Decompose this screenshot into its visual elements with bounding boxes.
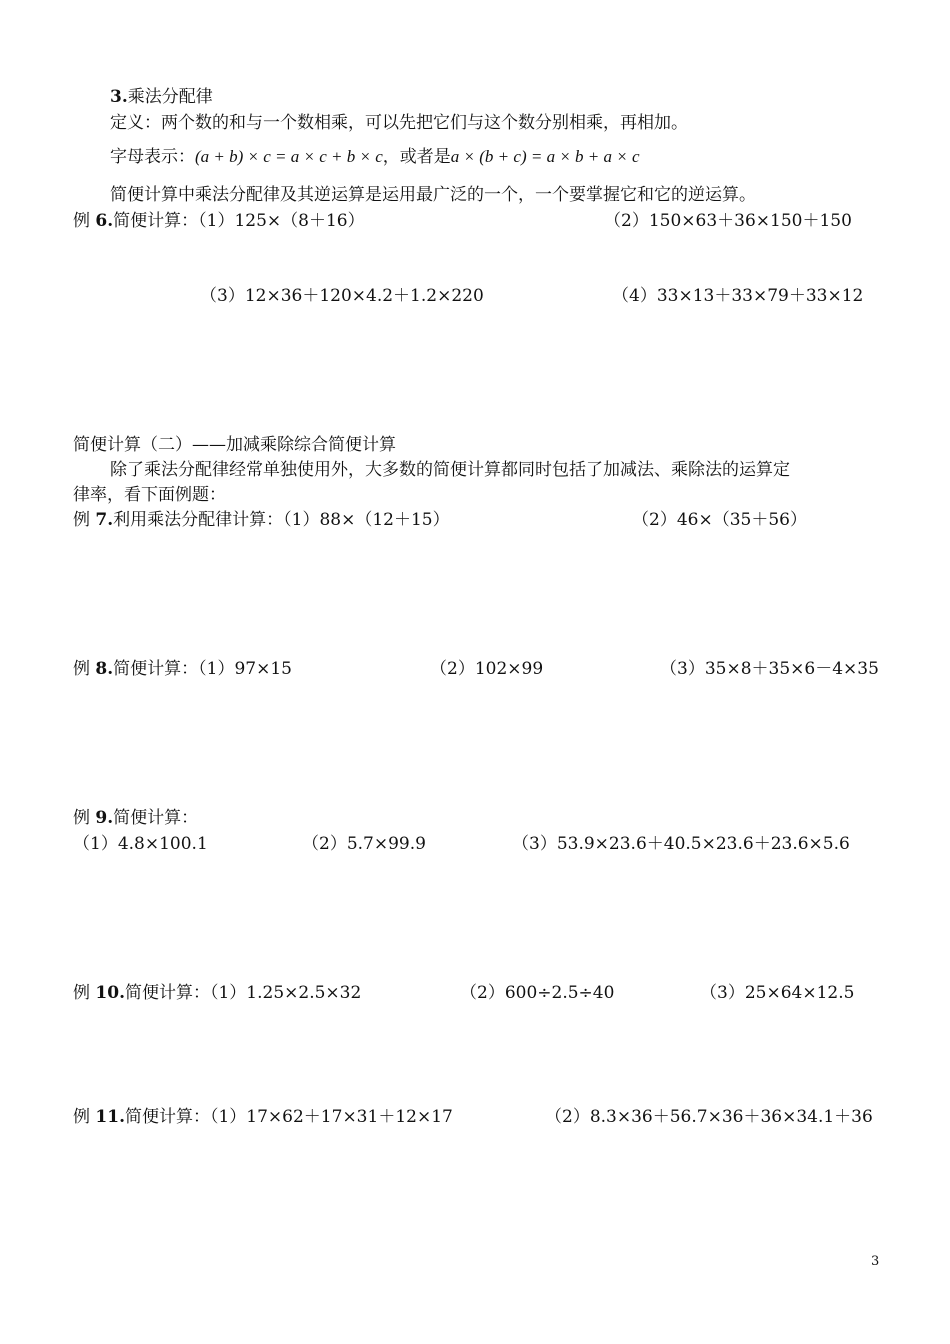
example-prefix: 例 xyxy=(73,659,90,679)
formula-distributive: (a + b) × c = a × c + b × c xyxy=(195,147,383,166)
example-6-heading xyxy=(73,210,365,232)
definition-text: 定义：两个数的和与一个数相乘，可以先把它们与这个数分别相乘，再相加。 xyxy=(110,113,688,133)
example-10-question-2: （2）600÷2.5÷40 xyxy=(460,983,615,1003)
example-9-question-1: （1）4.8×100.1 xyxy=(73,834,208,854)
example-6-question-2: （2）150×63＋36×150＋150 xyxy=(604,211,852,231)
example-6-question-4: （4）33×13＋33×79＋33×12 xyxy=(612,286,864,306)
section-number: 3. xyxy=(110,87,128,107)
question-1: （1）125×（8＋16） xyxy=(198,211,365,231)
section-title: 乘法分配律 xyxy=(127,87,213,107)
page-number: 3 xyxy=(871,1254,880,1269)
example-10-heading xyxy=(73,982,361,1004)
example-9-question-2: （2）5.7×99.9 xyxy=(302,834,426,854)
example-number: 11. xyxy=(95,1107,125,1127)
letter-representation xyxy=(110,146,640,168)
example-label: 简便计算： xyxy=(113,808,199,828)
example-8-heading xyxy=(73,658,292,680)
example-11-question-2: （2）8.3×36＋56.7×36＋36×34.1＋36 xyxy=(545,1107,873,1127)
example-prefix: 例 xyxy=(73,983,90,1003)
example-prefix: 例 xyxy=(73,808,90,828)
example-prefix: 例 xyxy=(73,1107,90,1127)
question-1: （1）88×（12＋15） xyxy=(283,510,450,530)
example-8-question-3: （3）35×8＋35×6－4×35 xyxy=(660,659,879,679)
section-heading xyxy=(110,86,213,108)
example-label: 简便计算： xyxy=(113,659,199,679)
example-label: 简便计算： xyxy=(113,211,199,231)
part-2-title: 简便计算（二）——加减乘除综合简便计算 xyxy=(73,435,396,455)
example-6-question-3: （3）12×36＋120×4.2＋1.2×220 xyxy=(200,286,484,306)
example-prefix: 例 xyxy=(73,211,90,231)
example-11-heading xyxy=(73,1106,453,1128)
example-number: 9. xyxy=(95,808,114,828)
or-text: ，或者是 xyxy=(382,147,451,167)
letters-label: 字母表示： xyxy=(110,147,195,167)
part-2-intro-line-2: 律率，看下面例题： xyxy=(73,485,226,505)
example-number: 8. xyxy=(95,659,114,679)
example-7-question-2: （2）46×（35＋56） xyxy=(632,510,807,530)
example-9-heading xyxy=(73,807,198,829)
example-label: 简便计算： xyxy=(124,983,210,1003)
question-1: （1）97×15 xyxy=(198,659,292,679)
example-prefix: 例 xyxy=(73,510,90,530)
question-1: （1）1.25×2.5×32 xyxy=(209,983,362,1003)
example-10-question-3: （3）25×64×12.5 xyxy=(700,983,855,1003)
part-2-intro-line-1: 除了乘法分配律经常单独使用外，大多数的简便计算都同时包括了加减法、乘除法的运算定 xyxy=(110,460,790,480)
example-number: 6. xyxy=(95,211,114,231)
example-7-heading xyxy=(73,509,450,531)
example-8-question-2: （2）102×99 xyxy=(430,659,544,679)
note-text: 简便计算中乘法分配律及其逆运算是运用最广泛的一个，一个要掌握它和它的逆运算。 xyxy=(110,185,756,205)
example-label: 简便计算： xyxy=(124,1107,210,1127)
question-1: （1）17×62＋17×31＋12×17 xyxy=(209,1107,453,1127)
formula-distributive-alt: a × (b + c) = a × b + a × c xyxy=(450,147,640,166)
example-label: 利用乘法分配律计算： xyxy=(113,510,284,530)
example-number: 10. xyxy=(95,983,125,1003)
example-number: 7. xyxy=(95,510,114,530)
example-9-question-3: （3）53.9×23.6＋40.5×23.6＋23.6×5.6 xyxy=(512,834,850,854)
